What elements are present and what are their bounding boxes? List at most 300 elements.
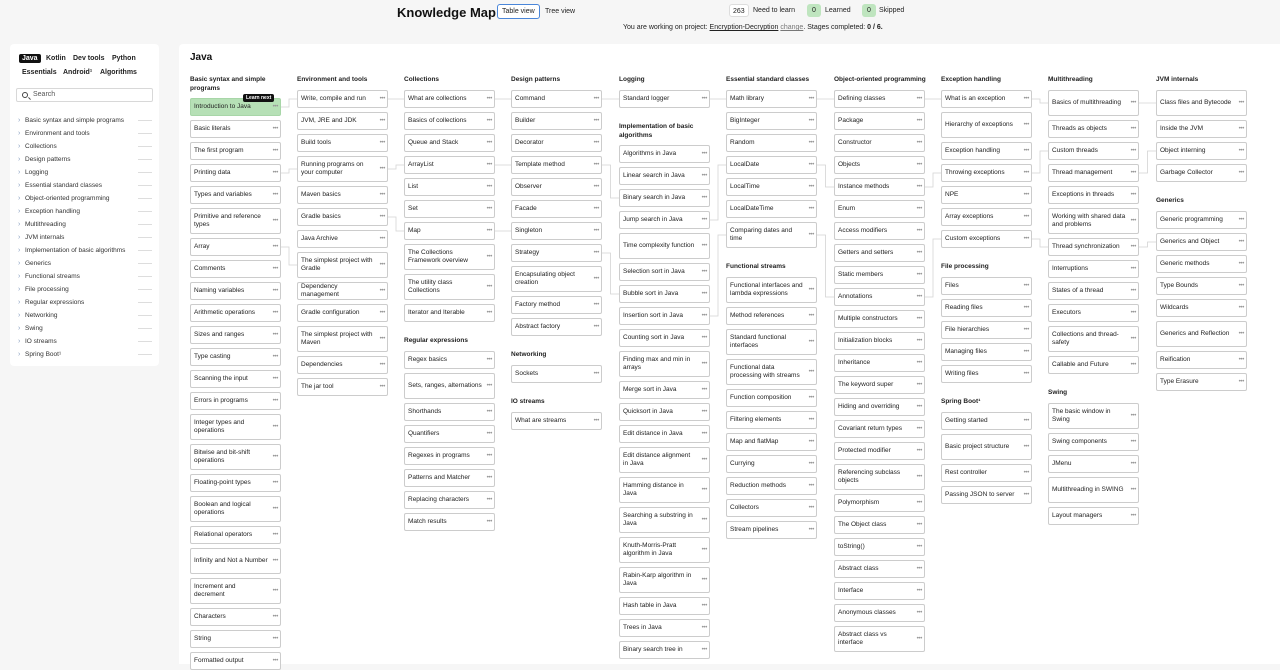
topic-node-writing-files[interactable] [941, 365, 1032, 383]
topic-node-quicksort-in-java[interactable] [619, 403, 710, 421]
more-options-icon[interactable]: ••• [916, 316, 922, 322]
topic-node-annotations[interactable] [834, 288, 925, 306]
topic-node-static-members[interactable] [834, 266, 925, 284]
more-options-icon[interactable]: ••• [916, 294, 922, 300]
topic-node-managing-files[interactable] [941, 343, 1032, 361]
more-options-icon[interactable]: ••• [701, 243, 707, 249]
more-options-icon[interactable]: ••• [593, 324, 599, 330]
topic-node-defining-classes[interactable] [834, 90, 925, 108]
more-options-icon[interactable]: ••• [1023, 418, 1029, 424]
more-options-icon[interactable]: ••• [701, 335, 707, 341]
topic-node-binary-search-in-java[interactable] [619, 189, 710, 207]
more-options-icon[interactable]: ••• [916, 544, 922, 550]
topic-node-rest-controller[interactable] [941, 464, 1032, 482]
more-options-icon[interactable]: ••• [486, 310, 492, 316]
more-options-icon[interactable]: ••• [701, 151, 707, 157]
topic-node-enum[interactable] [834, 200, 925, 218]
topic-node-floating-point-types[interactable] [190, 474, 281, 492]
more-options-icon[interactable]: ••• [916, 206, 922, 212]
topic-node-what-are-collections[interactable] [404, 90, 495, 108]
topic-node-hierarchy-of-exceptions[interactable] [941, 112, 1032, 138]
change-project-link[interactable]: change [780, 24, 804, 31]
more-options-icon[interactable]: ••• [1238, 239, 1244, 245]
topic-node-jvm-jre-and-jdk[interactable] [297, 112, 388, 130]
topic-node-hiding-and-overriding[interactable] [834, 398, 925, 416]
topic-node-multiple-constructors[interactable] [834, 310, 925, 328]
topic-node-passing-json-to-server[interactable] [941, 486, 1032, 504]
topic-node-the-basic-window-in-swing[interactable] [1048, 403, 1139, 429]
lang-tab-android[interactable]: Android¹ [63, 69, 93, 76]
more-options-icon[interactable]: ••• [1238, 148, 1244, 154]
more-options-icon[interactable]: ••• [701, 96, 707, 102]
more-options-icon[interactable]: ••• [272, 506, 278, 512]
topic-node-running-programs-on-your-computer[interactable] [297, 156, 388, 182]
topic-node-method-references[interactable] [726, 307, 817, 325]
more-options-icon[interactable]: ••• [272, 170, 278, 176]
topic-node-scanning-the-input[interactable] [190, 370, 281, 388]
more-options-icon[interactable]: ••• [1130, 192, 1136, 198]
topic-node-constructor[interactable] [834, 134, 925, 152]
topic-node-what-are-streams[interactable] [511, 412, 602, 430]
more-options-icon[interactable]: ••• [1130, 513, 1136, 519]
topic-node-linear-search-in-java[interactable] [619, 167, 710, 185]
more-options-icon[interactable]: ••• [916, 96, 922, 102]
more-options-icon[interactable]: ••• [272, 266, 278, 272]
topic-node-searching-a-substring-in-java[interactable] [619, 507, 710, 533]
more-options-icon[interactable]: ••• [1130, 362, 1136, 368]
more-options-icon[interactable]: ••• [379, 192, 385, 198]
more-options-icon[interactable]: ••• [272, 614, 278, 620]
topic-node-sets-ranges-alternations[interactable] [404, 373, 495, 399]
more-options-icon[interactable]: ••• [379, 262, 385, 268]
more-options-icon[interactable]: ••• [593, 250, 599, 256]
more-options-icon[interactable]: ••• [379, 310, 385, 316]
topic-node-files[interactable] [941, 277, 1032, 295]
more-options-icon[interactable]: ••• [486, 409, 492, 415]
topic-node-generics-and-reflection[interactable] [1156, 321, 1247, 347]
lang-tab-essentials[interactable]: Essentials [22, 69, 57, 76]
topic-node-exception-handling[interactable] [941, 142, 1032, 160]
topic-node-executors[interactable] [1048, 304, 1139, 322]
more-options-icon[interactable]: ••• [916, 184, 922, 190]
topic-node-builder[interactable] [511, 112, 602, 130]
more-options-icon[interactable]: ••• [916, 338, 922, 344]
topic-node-abstract-class[interactable] [834, 560, 925, 578]
more-options-icon[interactable]: ••• [808, 206, 814, 212]
more-options-icon[interactable]: ••• [486, 184, 492, 190]
topic-node-queue-and-stack[interactable] [404, 134, 495, 152]
topic-node-the-jar-tool[interactable] [297, 378, 388, 396]
topic-node-primitive-and-reference-types[interactable] [190, 208, 281, 234]
topic-node-iterator-and-iterable[interactable] [404, 304, 495, 322]
more-options-icon[interactable]: ••• [1023, 192, 1029, 198]
more-options-icon[interactable]: ••• [1023, 305, 1029, 311]
topic-node-tostring[interactable] [834, 538, 925, 556]
topic-node-garbage-collector[interactable] [1156, 164, 1247, 182]
topic-node-referencing-subclass-objects[interactable] [834, 464, 925, 490]
more-options-icon[interactable]: ••• [486, 519, 492, 525]
topic-node-dependencies[interactable] [297, 356, 388, 374]
more-options-icon[interactable]: ••• [1130, 439, 1136, 445]
topic-node-the-collections-framework-overview[interactable] [404, 244, 495, 270]
more-options-icon[interactable]: ••• [1023, 122, 1029, 128]
more-options-icon[interactable]: ••• [701, 195, 707, 201]
more-options-icon[interactable]: ••• [1238, 331, 1244, 337]
more-options-icon[interactable]: ••• [701, 625, 707, 631]
more-options-icon[interactable]: ••• [486, 383, 492, 389]
topic-node-regex-basics[interactable] [404, 351, 495, 369]
topic-node-gradle-configuration[interactable] [297, 304, 388, 322]
topic-node-insertion-sort-in-java[interactable] [619, 307, 710, 325]
more-options-icon[interactable]: ••• [272, 658, 278, 664]
topic-node-jmenu[interactable] [1048, 455, 1139, 473]
more-options-icon[interactable]: ••• [701, 409, 707, 415]
topic-node-abstract-factory[interactable] [511, 318, 602, 336]
more-options-icon[interactable]: ••• [1023, 470, 1029, 476]
more-options-icon[interactable]: ••• [272, 244, 278, 250]
more-options-icon[interactable]: ••• [593, 302, 599, 308]
lang-tab-python[interactable]: Python [112, 55, 136, 62]
more-options-icon[interactable]: ••• [1130, 100, 1136, 106]
more-options-icon[interactable]: ••• [593, 140, 599, 146]
topic-node-map[interactable] [404, 222, 495, 240]
more-options-icon[interactable]: ••• [486, 475, 492, 481]
topic-node-template-method[interactable] [511, 156, 602, 174]
topic-node-file-hierarchies[interactable] [941, 321, 1032, 339]
more-options-icon[interactable]: ••• [272, 376, 278, 382]
topic-node-basic-literals[interactable] [190, 120, 281, 138]
topic-node-interruptions[interactable] [1048, 260, 1139, 278]
more-options-icon[interactable]: ••• [1023, 349, 1029, 355]
more-options-icon[interactable]: ••• [486, 284, 492, 290]
topic-node-merge-sort-in-java[interactable] [619, 381, 710, 399]
more-options-icon[interactable]: ••• [379, 288, 385, 294]
more-options-icon[interactable]: ••• [916, 118, 922, 124]
more-options-icon[interactable]: ••• [808, 395, 814, 401]
more-options-icon[interactable]: ••• [1238, 170, 1244, 176]
more-options-icon[interactable]: ••• [1023, 492, 1029, 498]
more-options-icon[interactable]: ••• [701, 173, 707, 179]
more-options-icon[interactable]: ••• [916, 404, 922, 410]
topic-node-basics-of-collections[interactable] [404, 112, 495, 130]
topic-node-multithreading-in-swing[interactable] [1048, 477, 1139, 503]
more-options-icon[interactable]: ••• [272, 424, 278, 430]
more-options-icon[interactable]: ••• [808, 339, 814, 345]
topic-node-the-simplest-project-with-gradle[interactable] [297, 252, 388, 278]
more-options-icon[interactable]: ••• [1023, 170, 1029, 176]
topic-node-arithmetic-operations[interactable] [190, 304, 281, 322]
more-options-icon[interactable]: ••• [916, 610, 922, 616]
topic-node-initialization-blocks[interactable] [834, 332, 925, 350]
topic-node-integer-types-and-operations[interactable] [190, 414, 281, 440]
more-options-icon[interactable]: ••• [593, 276, 599, 282]
more-options-icon[interactable]: ••• [379, 166, 385, 172]
topic-node-selection-sort-in-java[interactable] [619, 263, 710, 281]
more-options-icon[interactable]: ••• [701, 603, 707, 609]
more-options-icon[interactable]: ••• [701, 647, 707, 653]
more-options-icon[interactable]: ••• [1023, 444, 1029, 450]
table-view-button[interactable]: Table view [497, 4, 540, 19]
topic-node-polymorphism[interactable] [834, 494, 925, 512]
more-options-icon[interactable]: ••• [272, 104, 278, 110]
topic-node-bitwise-and-bit-shift-operations[interactable] [190, 444, 281, 470]
topic-node-set[interactable] [404, 200, 495, 218]
topic-node-random[interactable] [726, 134, 817, 152]
topic-node-binary-search-tree-in[interactable] [619, 641, 710, 659]
topic-node-quantifiers[interactable] [404, 425, 495, 443]
topic-node-access-modifiers[interactable] [834, 222, 925, 240]
more-options-icon[interactable]: ••• [379, 140, 385, 146]
topic-node-types-and-variables[interactable] [190, 186, 281, 204]
topic-node-object-interning[interactable] [1156, 142, 1247, 160]
more-options-icon[interactable]: ••• [1238, 357, 1244, 363]
topic-node-localdatetime[interactable] [726, 200, 817, 218]
more-options-icon[interactable]: ••• [701, 457, 707, 463]
more-options-icon[interactable]: ••• [272, 588, 278, 594]
topic-node-functional-data-processing-with-streams[interactable] [726, 359, 817, 385]
topic-node-trees-in-java[interactable] [619, 619, 710, 637]
topic-node-map-and-flatmap[interactable] [726, 433, 817, 451]
topic-node-replacing-characters[interactable] [404, 491, 495, 509]
more-options-icon[interactable]: ••• [272, 636, 278, 642]
topic-node-standard-functional-interfaces[interactable] [726, 329, 817, 355]
more-options-icon[interactable]: ••• [1238, 261, 1244, 267]
more-options-icon[interactable]: ••• [808, 313, 814, 319]
more-options-icon[interactable]: ••• [593, 118, 599, 124]
more-options-icon[interactable]: ••• [916, 360, 922, 366]
more-options-icon[interactable]: ••• [486, 254, 492, 260]
more-options-icon[interactable]: ••• [1130, 126, 1136, 132]
topic-node-patterns-and-matcher[interactable] [404, 469, 495, 487]
more-options-icon[interactable]: ••• [486, 431, 492, 437]
more-options-icon[interactable]: ••• [916, 636, 922, 642]
topic-node-build-tools[interactable] [297, 134, 388, 152]
topic-node-what-is-an-exception[interactable] [941, 90, 1032, 108]
more-options-icon[interactable]: ••• [1238, 283, 1244, 289]
more-options-icon[interactable]: ••• [916, 228, 922, 234]
topic-node-basics-of-multithreading[interactable] [1048, 90, 1139, 116]
more-options-icon[interactable]: ••• [916, 522, 922, 528]
topic-node-collections-and-thread-safety[interactable] [1048, 326, 1139, 352]
more-options-icon[interactable]: ••• [486, 206, 492, 212]
topic-node-abstract-class-vs-interface[interactable] [834, 626, 925, 652]
more-options-icon[interactable]: ••• [272, 310, 278, 316]
topic-node-class-files-and-bytecode[interactable] [1156, 90, 1247, 116]
more-options-icon[interactable]: ••• [1238, 379, 1244, 385]
more-options-icon[interactable]: ••• [486, 162, 492, 168]
topic-node-custom-exceptions[interactable] [941, 230, 1032, 248]
topic-node-layout-managers[interactable] [1048, 507, 1139, 525]
more-options-icon[interactable]: ••• [1130, 148, 1136, 154]
topic-node-comments[interactable] [190, 260, 281, 278]
topic-node-thread-synchronization[interactable] [1048, 238, 1139, 256]
topic-node-command[interactable] [511, 90, 602, 108]
topic-node-interface[interactable] [834, 582, 925, 600]
topic-node-the-first-program[interactable] [190, 142, 281, 160]
more-options-icon[interactable]: ••• [808, 439, 814, 445]
more-options-icon[interactable]: ••• [272, 126, 278, 132]
more-options-icon[interactable]: ••• [1023, 148, 1029, 154]
more-options-icon[interactable]: ••• [808, 184, 814, 190]
topic-node-package[interactable] [834, 112, 925, 130]
more-options-icon[interactable]: ••• [701, 291, 707, 297]
topic-node-exceptions-in-threads[interactable] [1048, 186, 1139, 204]
more-options-icon[interactable]: ••• [701, 269, 707, 275]
more-options-icon[interactable]: ••• [701, 547, 707, 553]
topic-node-shorthands[interactable] [404, 403, 495, 421]
topic-node-getters-and-setters[interactable] [834, 244, 925, 262]
more-options-icon[interactable]: ••• [272, 148, 278, 154]
topic-node-string[interactable] [190, 630, 281, 648]
lang-tab-java[interactable]: Java [19, 54, 41, 63]
more-options-icon[interactable]: ••• [272, 332, 278, 338]
topic-node-naming-variables[interactable] [190, 282, 281, 300]
topic-node-singleton[interactable] [511, 222, 602, 240]
more-options-icon[interactable]: ••• [379, 214, 385, 220]
more-options-icon[interactable]: ••• [379, 96, 385, 102]
more-options-icon[interactable]: ••• [593, 228, 599, 234]
topic-node-knuth-morris-pratt-algorithm-in-java[interactable] [619, 537, 710, 563]
topic-node-type-casting[interactable] [190, 348, 281, 366]
topic-node-states-of-a-thread[interactable] [1048, 282, 1139, 300]
more-options-icon[interactable]: ••• [486, 228, 492, 234]
more-options-icon[interactable]: ••• [1023, 371, 1029, 377]
topic-node-currying[interactable] [726, 455, 817, 473]
topic-node-java-archive[interactable] [297, 230, 388, 248]
topic-node-reduction-methods[interactable] [726, 477, 817, 495]
more-options-icon[interactable]: ••• [808, 118, 814, 124]
topic-node-gradle-basics[interactable] [297, 208, 388, 226]
topic-node-increment-and-decrement[interactable] [190, 578, 281, 604]
more-options-icon[interactable]: ••• [379, 118, 385, 124]
topic-node-bubble-sort-in-java[interactable] [619, 285, 710, 303]
more-options-icon[interactable]: ••• [1023, 214, 1029, 220]
more-options-icon[interactable]: ••• [272, 558, 278, 564]
topic-node-wildcards[interactable] [1156, 299, 1247, 317]
more-options-icon[interactable]: ••• [701, 517, 707, 523]
more-options-icon[interactable]: ••• [272, 288, 278, 294]
topic-node-generic-programming[interactable] [1156, 211, 1247, 229]
more-options-icon[interactable]: ••• [593, 206, 599, 212]
more-options-icon[interactable]: ••• [486, 118, 492, 124]
more-options-icon[interactable]: ••• [486, 357, 492, 363]
more-options-icon[interactable]: ••• [1130, 413, 1136, 419]
topic-node-algorithms-in-java[interactable] [619, 145, 710, 163]
more-options-icon[interactable]: ••• [1238, 126, 1244, 132]
more-options-icon[interactable]: ••• [486, 497, 492, 503]
more-options-icon[interactable]: ••• [916, 140, 922, 146]
more-options-icon[interactable]: ••• [916, 272, 922, 278]
topic-node-swing-components[interactable] [1048, 433, 1139, 451]
topic-node-getting-started[interactable] [941, 412, 1032, 430]
topic-node-throwing-exceptions[interactable] [941, 164, 1032, 182]
more-options-icon[interactable]: ••• [808, 505, 814, 511]
more-options-icon[interactable]: ••• [1023, 283, 1029, 289]
more-options-icon[interactable]: ••• [1130, 310, 1136, 316]
topic-node-reification[interactable] [1156, 351, 1247, 369]
more-options-icon[interactable]: ••• [701, 487, 707, 493]
topic-node-arraylist[interactable] [404, 156, 495, 174]
lang-tab-kotlin[interactable]: Kotlin [46, 55, 66, 62]
more-options-icon[interactable]: ••• [272, 218, 278, 224]
topic-node-stream-pipelines[interactable] [726, 521, 817, 539]
topic-node-hash-table-in-java[interactable] [619, 597, 710, 615]
topic-node-type-bounds[interactable] [1156, 277, 1247, 295]
topic-node-regexes-in-programs[interactable] [404, 447, 495, 465]
topic-node-write-compile-and-run[interactable] [297, 90, 388, 108]
more-options-icon[interactable]: ••• [486, 453, 492, 459]
topic-node-collectors[interactable] [726, 499, 817, 517]
more-options-icon[interactable]: ••• [808, 461, 814, 467]
topic-node-custom-threads[interactable] [1048, 142, 1139, 160]
more-options-icon[interactable]: ••• [1023, 236, 1029, 242]
more-options-icon[interactable]: ••• [808, 417, 814, 423]
more-options-icon[interactable]: ••• [379, 236, 385, 242]
more-options-icon[interactable]: ••• [701, 361, 707, 367]
topic-node-characters[interactable] [190, 608, 281, 626]
more-options-icon[interactable]: ••• [808, 369, 814, 375]
topic-node-array-exceptions[interactable] [941, 208, 1032, 226]
more-options-icon[interactable]: ••• [916, 162, 922, 168]
topic-node-factory-method[interactable] [511, 296, 602, 314]
more-options-icon[interactable]: ••• [808, 96, 814, 102]
topic-node-list[interactable] [404, 178, 495, 196]
more-options-icon[interactable]: ••• [1238, 305, 1244, 311]
more-options-icon[interactable]: ••• [272, 398, 278, 404]
more-options-icon[interactable]: ••• [1130, 487, 1136, 493]
more-options-icon[interactable]: ••• [808, 232, 814, 238]
more-options-icon[interactable]: ••• [272, 192, 278, 198]
topic-node-protected-modifier[interactable] [834, 442, 925, 460]
more-options-icon[interactable]: ••• [916, 500, 922, 506]
topic-node-strategy[interactable] [511, 244, 602, 262]
topic-node-match-results[interactable] [404, 513, 495, 531]
more-options-icon[interactable]: ••• [1130, 288, 1136, 294]
more-options-icon[interactable]: ••• [379, 384, 385, 390]
more-options-icon[interactable]: ••• [808, 162, 814, 168]
more-options-icon[interactable]: ••• [486, 96, 492, 102]
more-options-icon[interactable]: ••• [1130, 461, 1136, 467]
lang-tab-algorithms[interactable]: Algorithms [100, 69, 137, 76]
topic-node-anonymous-classes[interactable] [834, 604, 925, 622]
topic-node-boolean-and-logical-operations[interactable] [190, 496, 281, 522]
more-options-icon[interactable]: ••• [701, 313, 707, 319]
more-options-icon[interactable]: ••• [1023, 327, 1029, 333]
more-options-icon[interactable]: ••• [593, 371, 599, 377]
more-options-icon[interactable]: ••• [486, 140, 492, 146]
topic-node-encapsulating-object-creation[interactable] [511, 266, 602, 292]
more-options-icon[interactable]: ••• [272, 454, 278, 460]
topic-node-filtering-elements[interactable] [726, 411, 817, 429]
topic-node-formatted-output[interactable] [190, 652, 281, 670]
topic-node-localdate[interactable] [726, 156, 817, 174]
more-options-icon[interactable]: ••• [701, 387, 707, 393]
topic-node-thread-management[interactable] [1048, 164, 1139, 182]
more-options-icon[interactable]: ••• [808, 140, 814, 146]
topic-node-sockets[interactable] [511, 365, 602, 383]
more-options-icon[interactable]: ••• [916, 448, 922, 454]
topic-node-objects[interactable] [834, 156, 925, 174]
topic-node-callable-and-future[interactable] [1048, 356, 1139, 374]
topic-node-relational-operators[interactable] [190, 526, 281, 544]
topic-node-inheritance[interactable] [834, 354, 925, 372]
more-options-icon[interactable]: ••• [916, 426, 922, 432]
more-options-icon[interactable]: ••• [916, 588, 922, 594]
topic-node-rabin-karp-algorithm-in-java[interactable] [619, 567, 710, 593]
more-options-icon[interactable]: ••• [379, 336, 385, 342]
topic-node-the-simplest-project-with-maven[interactable] [297, 326, 388, 352]
more-options-icon[interactable]: ••• [379, 362, 385, 368]
